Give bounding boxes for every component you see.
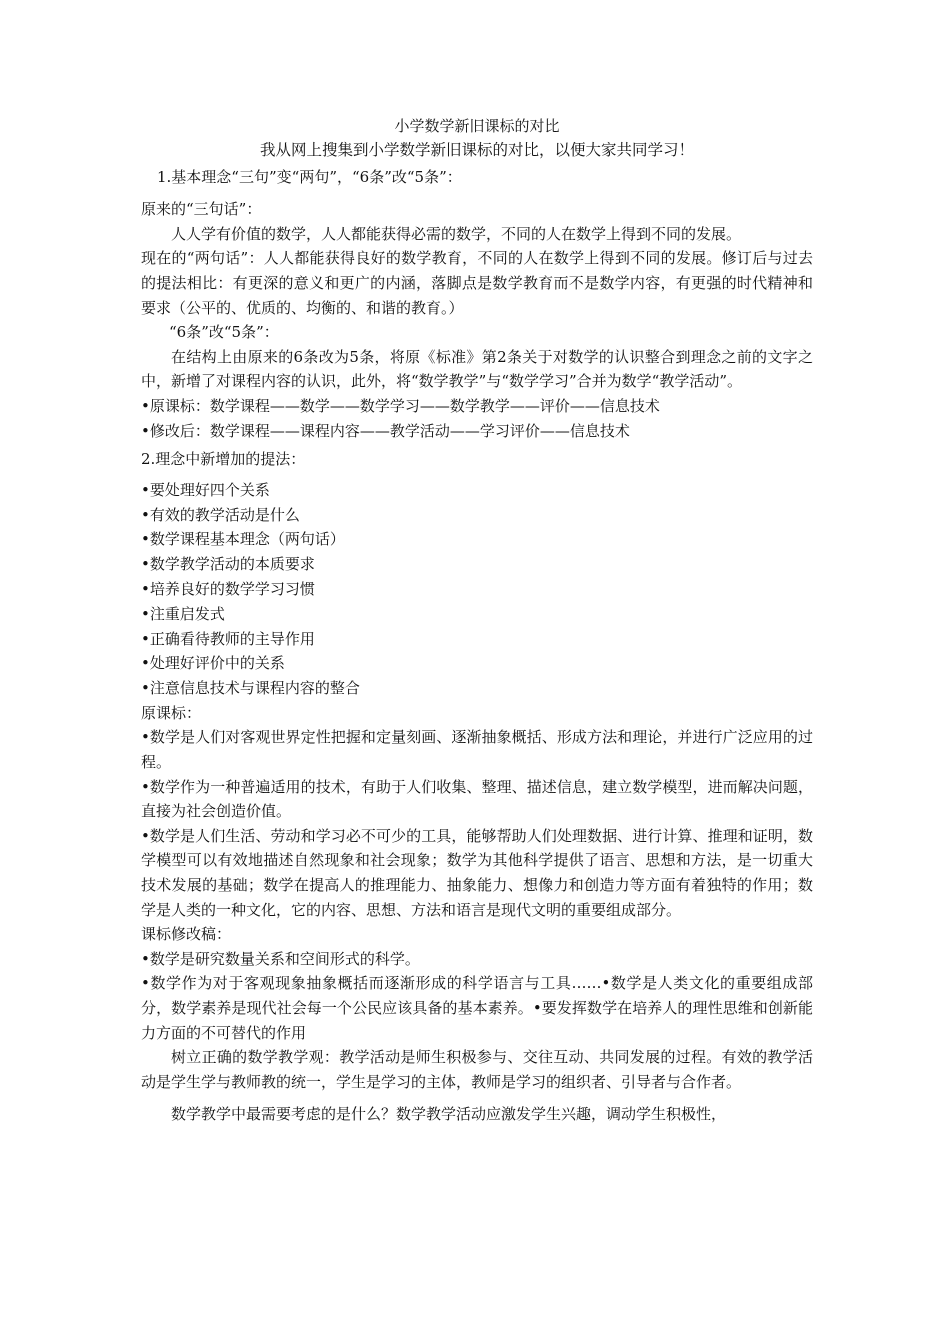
old-label: 原来的“三句话”： <box>141 200 262 219</box>
old-std-item: •数学是人们生活、劳动和学习必不可少的工具，能够帮助人们处理数据、进行计算、推理和证明，数学模型可以有效地描述自然现象和社会现象；数学为其他科学提供了语言、思想和方法，是一切重大技术发展的基础；数学在提高人的推理能力、抽象能力、想像力和创造力等方面有着独特的作用；数学是人类的一种文化，它的内容、思想、方法和语言是现代文明的重要组成部分。 <box>141 826 813 919</box>
list-item: •注重启发式 <box>141 604 225 623</box>
old-standard-line: •原课标：数学课程——数学——数学学习——数学教学——评价——信息技术 <box>141 396 660 415</box>
list-item: •培养良好的数学学习习惯 <box>141 579 315 598</box>
list-item: •有效的教学活动是什么 <box>141 505 300 524</box>
revised-std-label: 课标修改稿： <box>141 925 232 944</box>
revised-line: •修改后：数学课程——课程内容——教学活动——学习评价——信息技术 <box>141 421 630 440</box>
document-body <box>141 114 813 1127</box>
revised-std-item: •数学是研究数量关系和空间形式的科学。 <box>141 949 420 968</box>
six-five-label: “6条”改“5条”： <box>169 323 279 342</box>
section2-heading: 2.理念中新增加的提法： <box>141 450 306 469</box>
list-item: •正确看待教师的主导作用 <box>141 629 315 648</box>
list-item: •处理好评价中的关系 <box>141 654 285 673</box>
intro-line: 我从网上搜集到小学数学新旧课标的对比，以便大家共同学习！ <box>259 141 694 159</box>
teaching-view-paragraph: 树立正确的数学教学观：教学活动是师生积极参与、交往互动、共同发展的过程。有效的教学活动是学生学与教师教的统一，学生是学习的主体，教师是学习的组织者、引导者与合作者。 <box>141 1048 813 1091</box>
section1-heading: 1.基本理念“三句”变“两句”，“6条”改“5条”： <box>157 167 462 186</box>
revised-std-item: •数学作为对于客观现象抽象概括而逐渐形成的科学语言与工具……•数学是人类文化的重要组成部分，数学素养是现代社会每一个公民应该具备的基本素养。•要发挥数学在培养人的理性思维和创新能力方面的不可替代的作用 <box>141 974 813 1042</box>
list-item: •要处理好四个关系 <box>141 480 270 499</box>
list-item: •注意信息技术与课程内容的整合 <box>141 679 360 698</box>
old-std-label: 原课标： <box>141 703 202 722</box>
new-text: 现在的“两句话”：人人都能获得良好的数学教育，不同的人在数学上得到不同的发展。修订后与过去的提法相比：有更深的意义和更广的内涵，落脚点是数学教育而不是数学内容，有更强的时代精神和要求（公平的、优质的、均衡的、和谐的教育。） <box>141 249 813 317</box>
list-item: •数学课程基本理念（两句话） <box>141 530 345 549</box>
section2-list <box>141 478 813 701</box>
old-text: 人人学有价值的数学，人人都能获得必需的数学，不同的人在数学上得到不同的发展。 <box>171 224 742 243</box>
page-title: 小学数学新旧课标的对比 <box>394 117 560 135</box>
old-std-item: •数学是人们对客观世界定性把握和定量刻画、逐渐抽象概括、形成方法和理论，并进行广泛应用的过程。 <box>141 728 813 772</box>
six-five-text: 在结构上由原来的6条改为5条，将原《标准》第2条关于对数学的认识整合到理念之前的文字之中，新增了对课程内容的认识，此外，将“数学教学”与“数学学习”合并为数学“教学活动”。 <box>141 347 813 391</box>
list-item: •数学教学活动的本质要求 <box>141 555 315 574</box>
old-std-item: •数学作为一种普遍适用的技术，有助于人们收集、整理、描述信息，建立数学模型，进而解决问题，直接为社会创造价值。 <box>141 777 813 821</box>
teaching-question-paragraph: 数学教学中最需要考虑的是什么？数学教学活动应激发学生兴趣，调动学生积极性， <box>171 1105 727 1124</box>
